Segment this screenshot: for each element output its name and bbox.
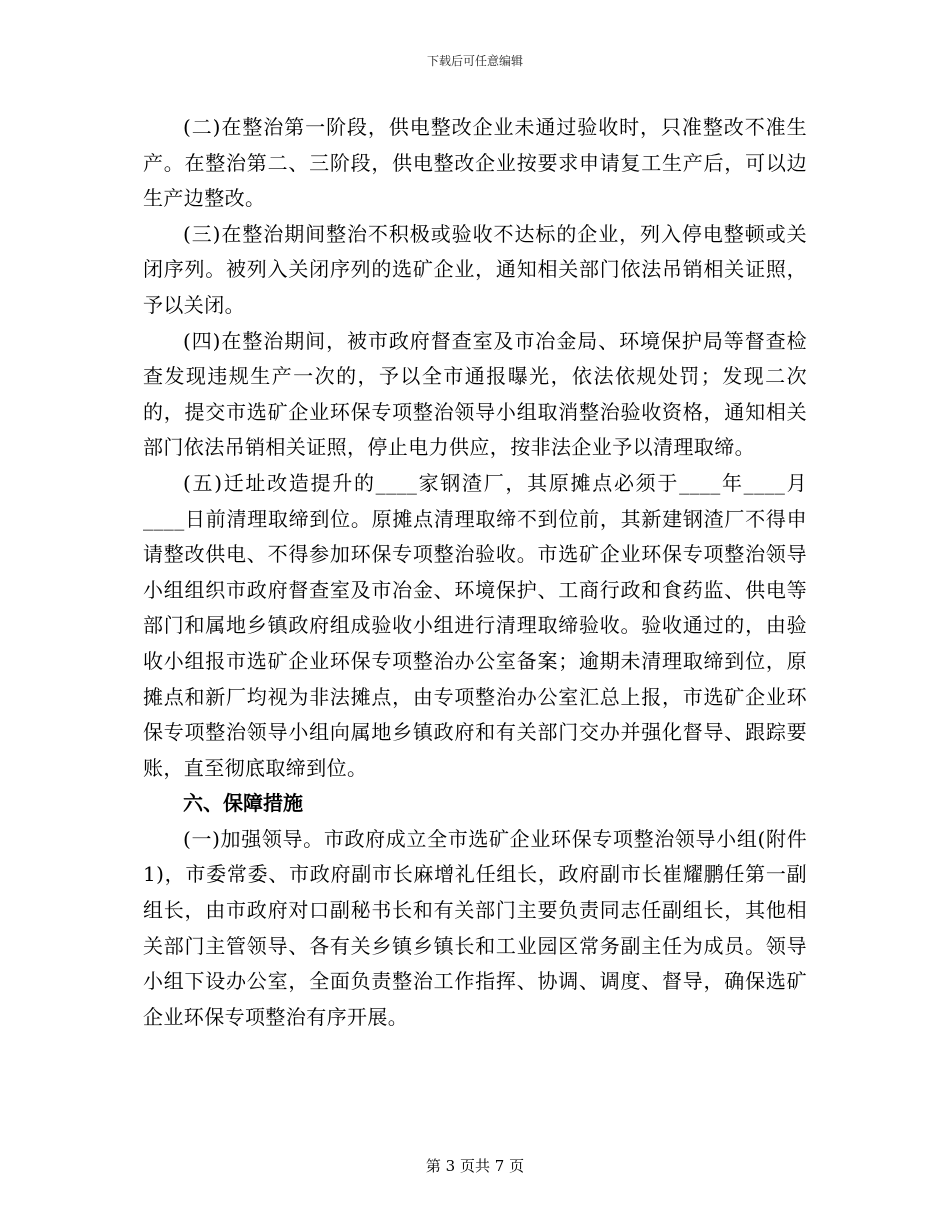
paragraph-2: (二)在整治第一阶段，供电整改企业未通过验收时，只准整改不准生产。在整治第二、三阶段，供电整改企业按要求申请复工生产后，可以边生产边整改。 <box>143 115 807 211</box>
paragraph-3: (三)在整治期间整治不积极或验收不达标的企业，列入停电整顿或关闭序列。被列入关闭序列的选矿企业，通知相关部门依法吊销相关证照，予以关闭。 <box>143 221 807 317</box>
document-body <box>143 110 807 1035</box>
paragraph-4: (四)在整治期间，被市政府督查室及市冶金局、环境保护局等督查检查发现违规生产一次的，予以全市通报曝光，依法依规处罚；发现二次的，提交市选矿企业环保专项整治领导小组取消整治验收资格，通知相关部门依法吊销相关证照，停止电力供应，按非法企业予以清理取缔。 <box>143 328 807 460</box>
page-number: 第 3 页共 7 页 <box>425 1157 525 1175</box>
page-header-note: 下载后可任意编辑 <box>426 54 523 68</box>
paragraph-5: (五)迁址改造提升的____家钢渣厂，其原摊点必须于____年____月____日前清理取缔到位。原摊点清理取缔不到位前，其新建钢渣厂不得申请整改供电、不得参加环保专项整治验收。市选矿企业环保专项整治领导小组组织市政府督查室及市冶金、环境保护、工商行政和食药监、供电等部门和属地乡镇政府组成验收小组进行清理取缔验收。验收通过的，由验收小组报市选矿企业环保专项整治办公室备案；逾期未清理取缔到位，原摊点和新厂均视为非法摊点，由专项整治办公室汇总上报，市选矿企业环保专项整治领导小组向属地乡镇政府和有关部门交办并强化督导、跟踪要账，直至彻底取缔到位。 <box>143 470 807 780</box>
section-heading: 六、保障措施 <box>183 791 303 816</box>
paragraph-6-1: (一)加强领导。市政府成立全市选矿企业环保专项整治领导小组(附件1)，市委常委、市政府副市长麻增礼任组长，政府副市长崔耀鹏任第一副组长，由市政府对口副秘书长和有关部门主要负责同志任副组长，其他相关部门主管领导、各有关乡镇乡镇长和工业园区常务副主任为成员。领导小组下设办公室，全面负责整治工作指挥、协调、调度、督导，确保选矿企业环保专项整治有序开展。 <box>143 826 807 1029</box>
